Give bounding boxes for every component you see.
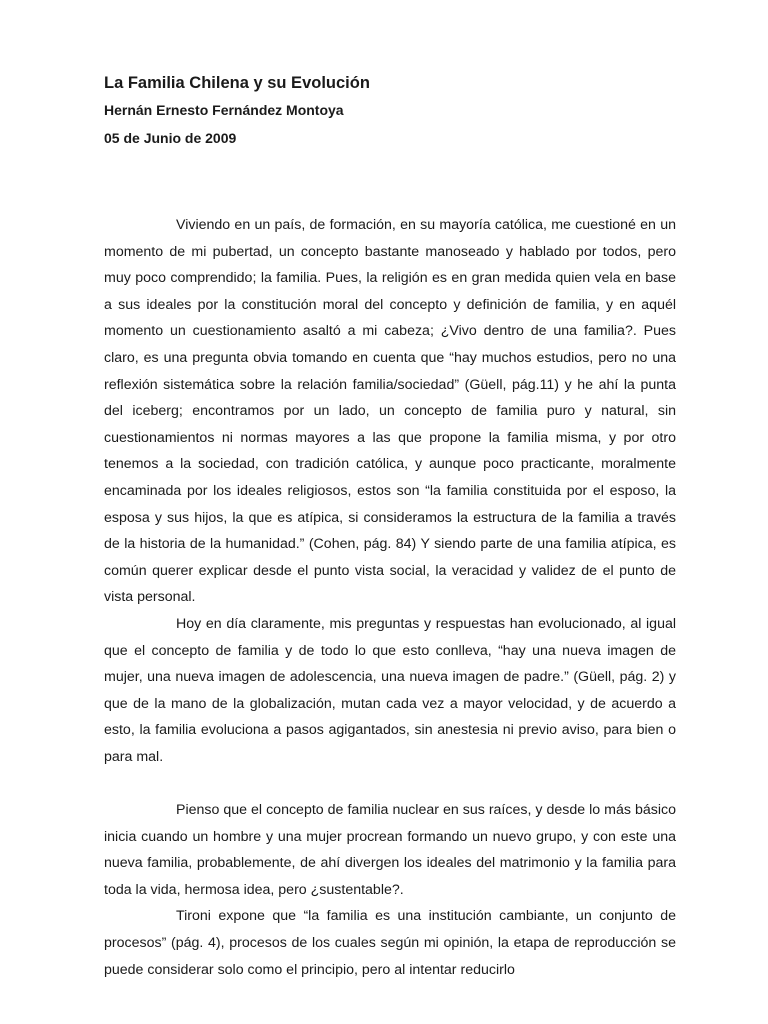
body-paragraph-1: Viviendo en un país, de formación, en su mayoría católica, me cuestioné en un momento de mi pubertad, un concepto bastante manoseado y hablado por todos, pero muy poco comprendido; la familia. Pues, la religión es en gran medida quien vela en base a sus ideales por la constitución moral del concepto y definición de familia, y en aquél momento un cuestionamiento asaltó a mi cabeza; ¿Vivo dentro de una familia?. Pues claro, es una pregunta obvia tomando en cuenta que “hay muchos estudios, pero no una reflexión sistemática sobre la relación familia/sociedad” (Güell, pág.11) y he ahí la punta del iceberg; encontramos por un lado, un concepto de familia puro y natural, sin cuestionamientos ni normas mayores a las que propone la familia misma, y por otro tenemos a la sociedad, con tradición católica, y aunque poco practicante, moralmente encaminada por los ideales religiosos, estos son “la familia constituida por el esposo, la esposa y sus hijos, la que es atípica, si consideramos la estructura de la familia a través de la historia de la humanidad.” (Cohen, pág. 84) Y siendo parte de una familia atípica, es común querer explicar desde el punto vista social, la veracidad y validez de el punto de vista personal. <box>104 217 676 606</box>
body-paragraph-4: Tironi expone que “la familia es una institución cambiante, un conjunto de procesos” (pág. 4), procesos de los cuales según mi opinión, la etapa de reproducción se puede considerar solo como el principio, pero al intentar reducirlo <box>104 908 676 978</box>
document-author: Hernán Ernesto Fernández Montoya <box>104 102 344 118</box>
body-paragraph-3: Pienso que el concepto de familia nuclear en sus raíces, y desde lo más básico inicia cuando un hombre y una mujer procrean formando un nuevo grupo, y con este una nueva familia, probablemente, de ahí divergen los ideales del matrimonio y la familia para toda la vida, hermosa idea, pero ¿sustentable?. <box>104 802 676 898</box>
body-paragraph-2: Hoy en día claramente, mis preguntas y respuestas han evolucionado, al igual que el concepto de familia y de todo lo que esto conlleva, “hay una nueva imagen de mujer, una nueva imagen de adolescencia, una nueva imagen de padre.” (Güell, pág. 2) y que de la mano de la globalización, mutan cada vez a mayor velocidad, y de acuerdo a esto, la familia evoluciona a pasos agigantados, sin anestesia ni previo aviso, para bien o para mal. <box>104 615 676 765</box>
document-title: La Familia Chilena y su Evolución <box>104 74 370 92</box>
document-body <box>104 212 676 983</box>
document-date: 05 de Junio de 2009 <box>104 130 237 146</box>
document-page <box>104 70 676 983</box>
